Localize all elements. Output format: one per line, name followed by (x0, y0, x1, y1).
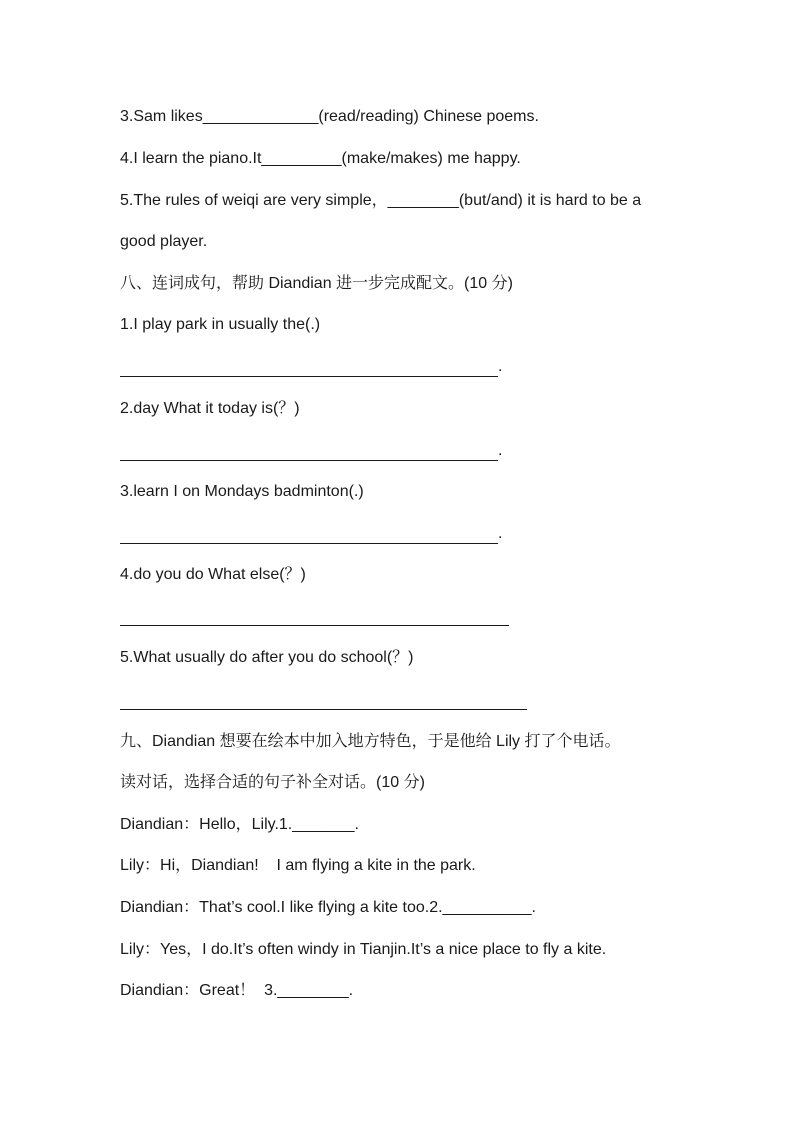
answer-rule (120, 360, 498, 377)
answer-end-punct: . (498, 525, 503, 542)
section-9-heading-line-1: 九、Diandian 想要在绘本中加入地方特色，于是他给 Lily 打了个电话。 (120, 733, 621, 750)
answer-end-punct: . (498, 442, 503, 459)
question-8-4-prompt: 4.do you do What else(？) (120, 566, 306, 583)
question-8-5-prompt: 5.What usually do after you do school(？) (120, 649, 414, 666)
question-7-3: 3.Sam likes_____________(read/reading) Chinese poems. (120, 108, 539, 125)
answer-rule (120, 444, 498, 461)
answer-rule (120, 527, 498, 544)
question-8-1-prompt: 1.I play park in usually the(.) (120, 316, 321, 333)
question-7-4: 4.I learn the piano.It_________(make/makes) me happy. (120, 150, 521, 167)
question-8-1-answer-line[interactable] (120, 357, 502, 377)
dialogue-line-5: Diandian：Great！ 3.________. (120, 982, 354, 999)
answer-rule (120, 609, 509, 626)
section-8-heading: 八、连词成句，帮助 Diandian 进一步完成配文。(10 分) (120, 275, 513, 292)
question-8-2-prompt: 2.day What it today is(？) (120, 400, 300, 417)
dialogue-line-3: Diandian：That’s cool.I like flying a kite too.2.__________. (120, 899, 536, 916)
dialogue-line-4: Lily：Yes，I do.It’s often windy in Tianjin.It’s a nice place to fly a kite. (120, 941, 607, 958)
question-7-5-line-1: 5.The rules of weiqi are very simple，________(but/and) it is hard to be a (120, 192, 642, 209)
question-8-3-prompt: 3.learn I on Mondays badminton(.) (120, 483, 364, 500)
dialogue-line-2: Lily：Hi，Diandian! I am flying a kite in the park. (120, 857, 476, 874)
question-8-4-answer-line[interactable] (120, 606, 509, 626)
question-7-5-line-2: good player. (120, 233, 208, 250)
answer-rule (120, 693, 527, 710)
question-8-5-answer-line[interactable] (120, 690, 527, 710)
section-9-heading-line-2: 读对话，选择合适的句子补全对话。(10 分) (120, 774, 425, 791)
dialogue-line-1: Diandian：Hello，Lily.1._______. (120, 816, 359, 833)
answer-end-punct: . (498, 358, 503, 375)
question-8-2-answer-line[interactable] (120, 441, 502, 461)
question-8-3-answer-line[interactable] (120, 524, 502, 544)
